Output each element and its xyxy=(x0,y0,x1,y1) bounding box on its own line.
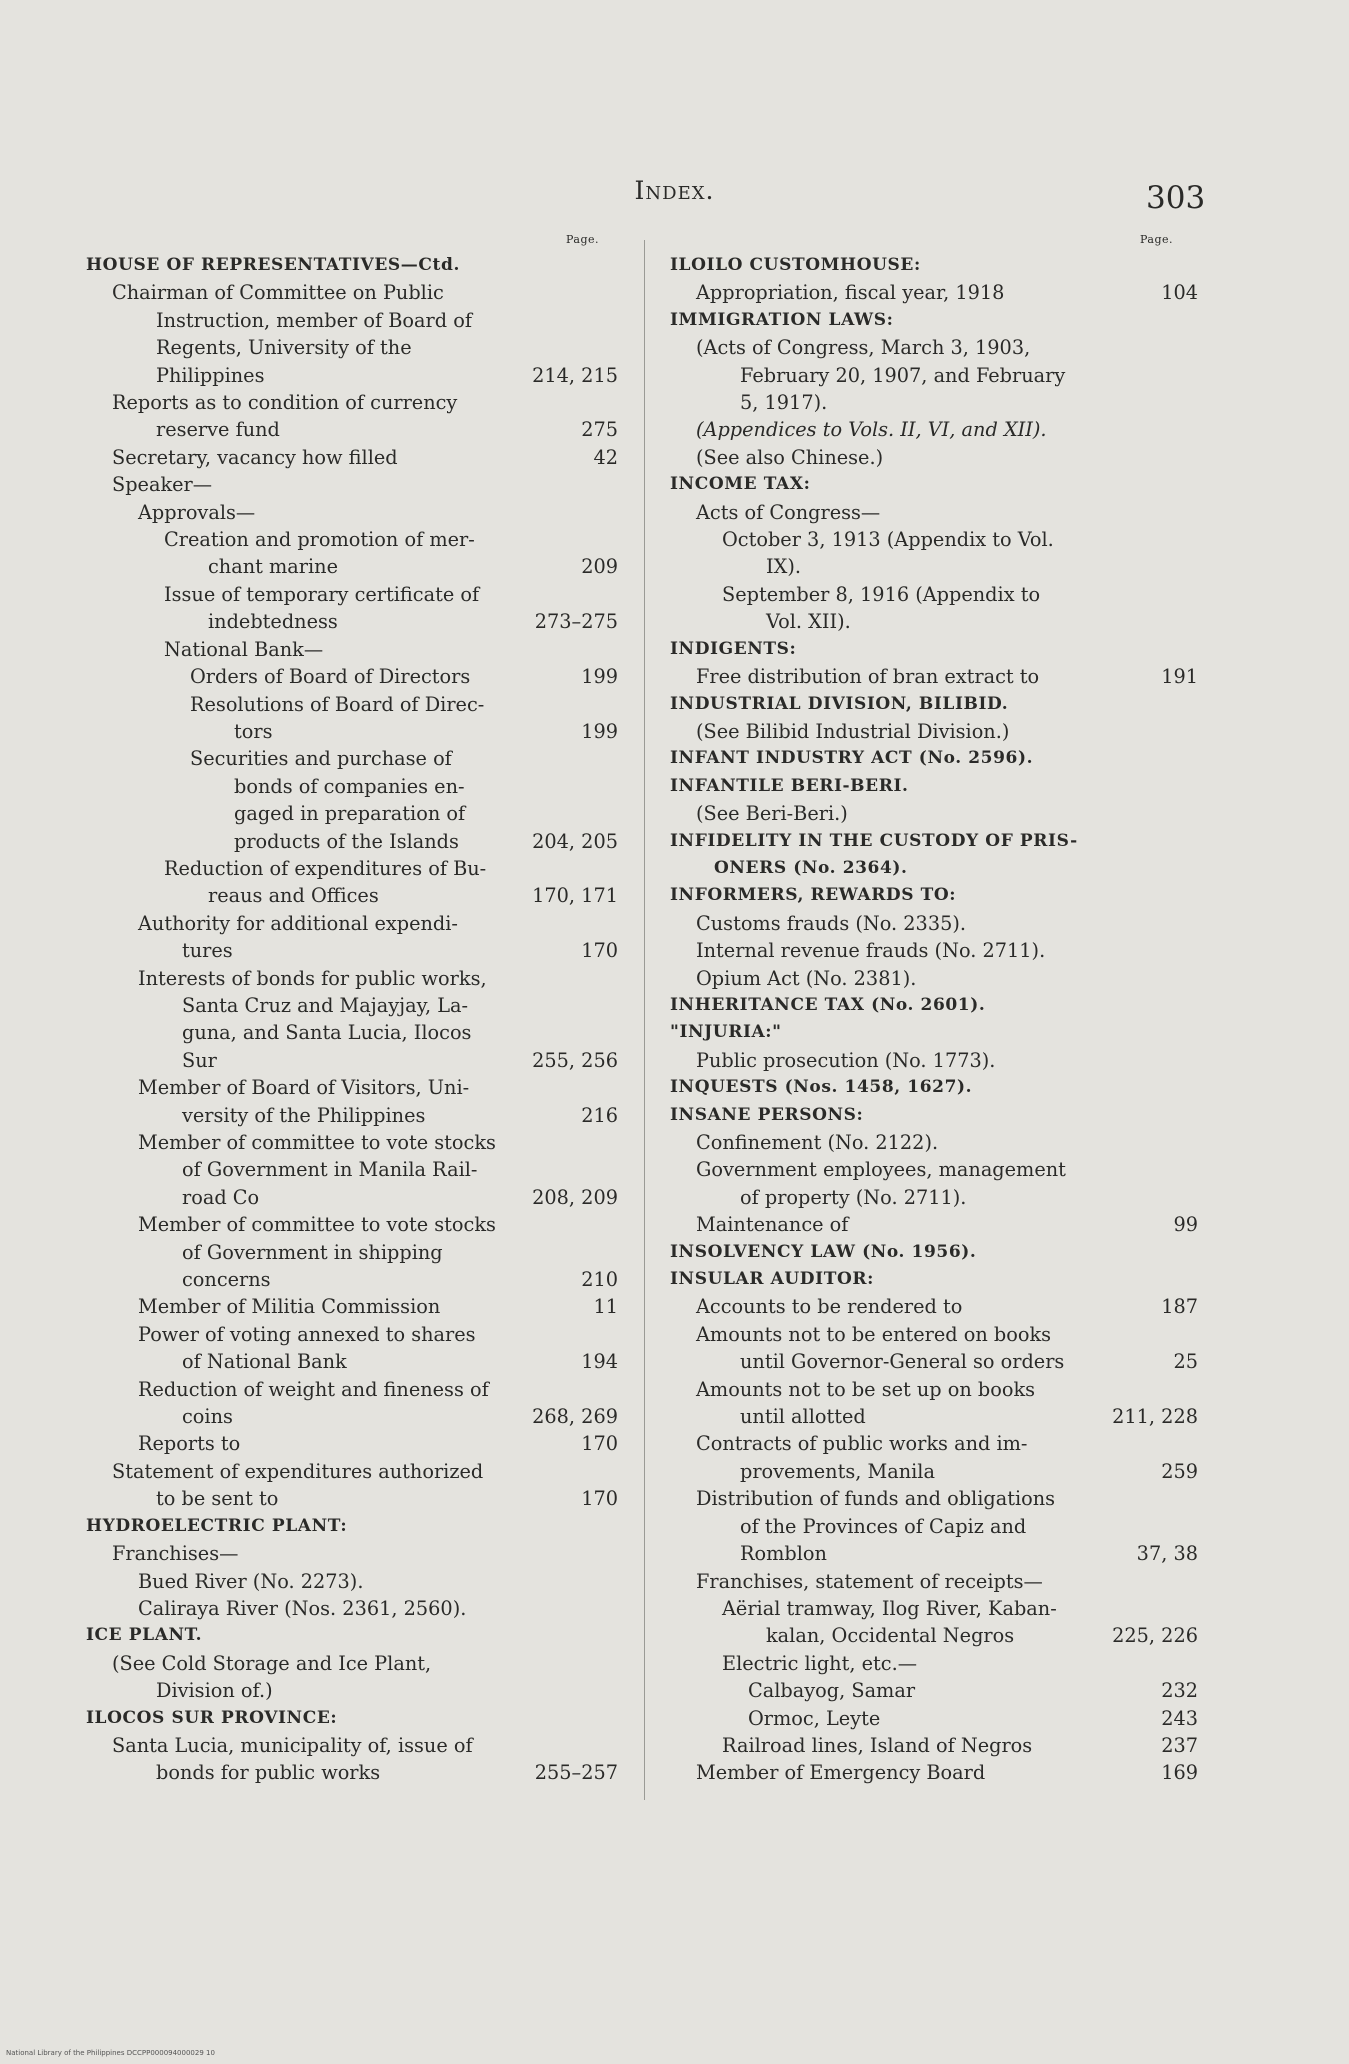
index-entry xyxy=(670,416,1198,443)
page-reference: 170 xyxy=(577,1430,618,1457)
index-entry xyxy=(670,1732,1198,1759)
page-reference: 225, 226 xyxy=(1108,1622,1198,1649)
entry-line: reserve fund xyxy=(156,418,280,442)
index-entry xyxy=(86,581,618,636)
index-heading xyxy=(670,1239,1198,1266)
index-heading xyxy=(670,1266,1198,1293)
entry-line: Amounts not to be entered on books xyxy=(696,1322,1052,1346)
entry-line: Electric light, etc.— xyxy=(722,1651,917,1675)
entry-line: until allotted xyxy=(740,1405,866,1429)
entry-line: INSULAR AUDITOR: xyxy=(670,1269,874,1290)
entry-line: versity of the Philippines xyxy=(182,1103,426,1127)
page-reference: 211, 228 xyxy=(1108,1403,1198,1430)
index-entry xyxy=(86,1595,618,1622)
footer-credit: National Library of the Philippines DCCPP000094000029 10 xyxy=(6,2049,215,2057)
index-entry xyxy=(86,389,618,444)
entry-line: Distribution of funds and obligations xyxy=(696,1487,1056,1511)
entry-line: tures xyxy=(182,939,233,963)
entry-line: September 8, 1916 (Appendix to xyxy=(722,582,1041,606)
page-reference: 170, 171 xyxy=(528,882,618,909)
index-entry xyxy=(670,334,1198,416)
entry-line: to be sent to xyxy=(156,1487,279,1511)
entry-line: (Acts of Congress, March 3, 1903, xyxy=(696,336,1031,360)
index-heading xyxy=(86,252,618,279)
entry-line: Santa Cruz and Majayjay, La- xyxy=(182,993,469,1017)
index-heading xyxy=(670,1074,1198,1101)
entry-line: INFIDELITY IN THE CUSTODY OF PRIS- xyxy=(670,830,1078,851)
entry-line: Reduction of expenditures of Bu- xyxy=(164,856,487,880)
index-entry xyxy=(86,636,618,663)
page-reference: 208, 209 xyxy=(528,1184,618,1211)
page-reference: 170 xyxy=(577,1485,618,1512)
index-entry xyxy=(86,855,618,910)
page-column-label: Page. xyxy=(1140,233,1174,246)
index-entry xyxy=(86,1650,618,1705)
index-heading xyxy=(670,828,1198,883)
entry-line: (See Cold Storage and Ice Plant, xyxy=(112,1651,432,1675)
index-heading xyxy=(86,1705,618,1732)
page-reference: 275 xyxy=(577,416,618,443)
entry-line: Division of.) xyxy=(156,1679,273,1703)
index-entry xyxy=(670,1047,1198,1074)
index-entry xyxy=(86,1430,618,1457)
entry-line: (See Beri-Beri.) xyxy=(696,802,848,826)
entry-line: bonds of companies en- xyxy=(234,774,465,798)
page-reference: 255–257 xyxy=(531,1759,618,1786)
index-entry xyxy=(86,1129,618,1211)
entry-line: (Appendices to Vols. II, VI, and XII). xyxy=(696,418,1047,442)
entry-line: Acts of Congress— xyxy=(696,500,881,524)
entry-line: Government employees, management xyxy=(696,1158,1066,1182)
entry-line: "INJURIA:" xyxy=(670,1022,782,1043)
index-entry xyxy=(670,1129,1198,1156)
index-entry xyxy=(86,745,618,855)
index-entry xyxy=(670,1430,1198,1485)
index-heading xyxy=(86,1513,618,1540)
entry-line: Member of Emergency Board xyxy=(696,1761,986,1785)
index-entry xyxy=(670,526,1198,581)
entry-line: Member of Board of Visitors, Uni- xyxy=(138,1076,470,1100)
entry-line: Calbayog, Samar xyxy=(748,1679,916,1703)
index-heading xyxy=(670,1102,1198,1129)
index-entry xyxy=(86,279,618,389)
entry-line: Franchises, statement of receipts— xyxy=(696,1569,1043,1593)
index-entry xyxy=(670,279,1198,306)
entry-line: Chairman of Committee on Public xyxy=(112,281,444,305)
entry-line: guna, and Santa Lucia, Ilocos xyxy=(182,1021,472,1045)
entry-line: Regents, University of the xyxy=(156,336,412,360)
entry-line: of Government in Manila Rail- xyxy=(182,1158,478,1182)
entry-line: provements, Manila xyxy=(740,1459,935,1483)
entry-line: ONERS (No. 2364). xyxy=(714,857,908,878)
entry-line: Power of voting annexed to shares xyxy=(138,1322,476,1346)
entry-line: ICE PLANT. xyxy=(86,1625,203,1646)
entry-line: Aërial tramway, Ilog River, Kaban- xyxy=(722,1596,1057,1620)
entry-line: IX). xyxy=(766,555,801,579)
index-heading xyxy=(670,636,1198,663)
entry-line: ILOCOS SUR PROVINCE: xyxy=(86,1707,338,1728)
index-entry xyxy=(670,937,1198,964)
page-reference: 216 xyxy=(577,1102,618,1129)
right-column xyxy=(670,233,1198,1787)
entry-line: Member of committee to vote stocks xyxy=(138,1213,496,1237)
entry-line: of the Provinces of Capiz and xyxy=(740,1514,1027,1538)
page-reference: 25 xyxy=(1169,1348,1198,1375)
index-heading xyxy=(670,471,1198,498)
index-entry xyxy=(86,1074,618,1129)
entry-line: Romblon xyxy=(740,1542,827,1566)
entry-line: February 20, 1907, and February xyxy=(740,363,1066,387)
entry-line: Public prosecution (No. 1773). xyxy=(696,1048,996,1072)
index-heading xyxy=(670,307,1198,334)
index-entry xyxy=(86,910,618,965)
page-reference: 210 xyxy=(577,1266,618,1293)
page-reference: 187 xyxy=(1157,1293,1198,1320)
page-reference: 273–275 xyxy=(531,608,618,635)
page-column-label: Page. xyxy=(566,233,600,246)
page-reference: 199 xyxy=(577,718,618,745)
entry-line: Securities and purchase of xyxy=(190,747,452,771)
entry-line: Member of Militia Commission xyxy=(138,1295,441,1319)
entry-line: of Government in shipping xyxy=(182,1240,443,1264)
page-reference: 209 xyxy=(577,553,618,580)
entry-line: Secretary, vacancy how filled xyxy=(112,445,398,469)
entry-line: concerns xyxy=(182,1268,271,1292)
entry-line: National Bank— xyxy=(164,637,324,661)
index-entry xyxy=(670,1211,1198,1238)
page-reference: 255, 256 xyxy=(528,1047,618,1074)
entry-line: Vol. XII). xyxy=(766,610,851,634)
index-heading xyxy=(670,773,1198,800)
entry-line: Philippines xyxy=(156,363,265,387)
entry-line: Internal revenue frauds (No. 2711). xyxy=(696,939,1046,963)
index-entry xyxy=(86,1540,618,1567)
entry-line: until Governor-General so orders xyxy=(740,1350,1065,1374)
entry-line: INSANE PERSONS: xyxy=(670,1104,864,1125)
index-entry xyxy=(670,444,1198,471)
index-entry xyxy=(670,1156,1198,1211)
index-entry xyxy=(86,1732,618,1787)
index-entry xyxy=(86,965,618,1075)
page-reference: 194 xyxy=(577,1348,618,1375)
index-entry xyxy=(670,581,1198,636)
entry-line: Speaker— xyxy=(112,473,213,497)
entry-line: tors xyxy=(234,719,273,743)
entry-line: INHERITANCE TAX (No. 2601). xyxy=(670,994,986,1015)
entry-line: INDIGENTS: xyxy=(670,638,797,659)
entry-line: Free distribution of bran extract to xyxy=(696,665,1040,689)
index-entry xyxy=(86,499,618,526)
entry-line: Bued River (No. 2273). xyxy=(138,1569,364,1593)
page-reference: 170 xyxy=(577,937,618,964)
left-column xyxy=(86,233,618,1787)
index-entry xyxy=(670,1376,1198,1431)
entry-line: INFANT INDUSTRY ACT (No. 2596). xyxy=(670,748,1034,769)
index-entry xyxy=(670,718,1198,745)
index-entry xyxy=(670,1677,1198,1704)
index-entry xyxy=(670,1650,1198,1677)
index-entry xyxy=(86,471,618,498)
entry-line: 5, 1917). xyxy=(740,391,828,415)
entry-line: Customs frauds (No. 2335). xyxy=(696,911,967,935)
index-entry xyxy=(86,1211,618,1293)
page-reference: 243 xyxy=(1157,1705,1198,1732)
entry-line: road Co xyxy=(182,1185,260,1209)
index-heading xyxy=(670,252,1198,279)
entry-line: Member of committee to vote stocks xyxy=(138,1131,496,1154)
entry-line: Creation and promotion of mer- xyxy=(164,528,475,552)
index-heading xyxy=(670,1019,1198,1046)
column-divider xyxy=(644,240,645,1800)
entry-line: Reports to xyxy=(138,1432,241,1456)
page-reference: 204, 205 xyxy=(528,828,618,855)
index-entry xyxy=(670,663,1198,690)
index-entry xyxy=(670,1595,1198,1650)
index-heading xyxy=(86,1622,618,1649)
entry-line: INQUESTS (Nos. 1458, 1627). xyxy=(670,1077,973,1098)
index-entry xyxy=(670,1321,1198,1376)
index-entry xyxy=(670,800,1198,827)
entry-line: Contracts of public works and im- xyxy=(696,1432,1028,1456)
page-number: 303 xyxy=(1146,180,1206,216)
index-entry xyxy=(670,1705,1198,1732)
index-heading xyxy=(670,691,1198,718)
page-reference: 232 xyxy=(1157,1677,1198,1704)
entry-line: gaged in preparation of xyxy=(234,802,466,826)
page-reference: 214, 215 xyxy=(528,362,618,389)
entry-line: Railroad lines, Island of Negros xyxy=(722,1733,1033,1757)
entry-line: (See also Chinese.) xyxy=(696,445,884,469)
index-entry xyxy=(86,1321,618,1376)
page-reference: 104 xyxy=(1157,279,1198,306)
entry-line: Orders of Board of Directors xyxy=(190,665,471,689)
index-entry xyxy=(670,910,1198,937)
index-entry xyxy=(670,1293,1198,1320)
entry-line: Amounts not to be set up on books xyxy=(696,1377,1036,1401)
entry-line: Sur xyxy=(182,1048,217,1072)
entry-line: INDUSTRIAL DIVISION, BILIBID. xyxy=(670,693,1009,714)
entry-line: INCOME TAX: xyxy=(670,474,811,495)
entry-line: INSOLVENCY LAW (No. 1956). xyxy=(670,1241,977,1262)
page-reference: 42 xyxy=(589,444,618,471)
entry-line: chant marine xyxy=(208,555,338,579)
page-title: Index. xyxy=(634,176,715,205)
entry-line: Appropriation, fiscal year, 1918 xyxy=(696,281,1005,305)
entry-line: of property (No. 2711). xyxy=(740,1185,967,1209)
index-entry xyxy=(670,499,1198,526)
page-reference: 99 xyxy=(1169,1211,1198,1238)
entry-line: Resolutions of Board of Direc- xyxy=(190,692,485,716)
entry-line: Franchises— xyxy=(112,1542,239,1566)
index-entry xyxy=(86,1568,618,1595)
index-heading xyxy=(670,992,1198,1019)
index-entry xyxy=(670,965,1198,992)
entry-line: INFANTILE BERI-BERI. xyxy=(670,775,909,796)
entry-line: bonds for public works xyxy=(156,1761,381,1785)
entry-line: (See Bilibid Industrial Division.) xyxy=(696,719,1010,743)
entry-line: INFORMERS, REWARDS TO: xyxy=(670,885,957,906)
entry-line: coins xyxy=(182,1405,233,1429)
entry-line: Issue of temporary certificate of xyxy=(164,582,480,606)
entry-line: reaus and Offices xyxy=(208,884,379,908)
index-entry xyxy=(86,1376,618,1431)
entry-line: Interests of bonds for public works, xyxy=(138,966,487,990)
entry-line: products of the Islands xyxy=(234,829,459,853)
page-reference: 259 xyxy=(1157,1458,1198,1485)
index-entry xyxy=(86,1293,618,1320)
entry-line: Caliraya River (Nos. 2361, 2560). xyxy=(138,1596,467,1620)
entry-line: Accounts to be rendered to xyxy=(696,1295,963,1319)
entry-line: Statement of expenditures authorized xyxy=(112,1459,484,1483)
index-entry xyxy=(86,1458,618,1513)
entry-line: HOUSE OF REPRESENTATIVES—Ctd. xyxy=(86,255,460,275)
page-reference: 169 xyxy=(1157,1759,1198,1786)
entry-line: Confinement (No. 2122). xyxy=(696,1131,939,1154)
entry-line: Maintenance of xyxy=(696,1213,849,1237)
entry-line: Opium Act (No. 2381). xyxy=(696,966,917,990)
entry-line: IMMIGRATION LAWS: xyxy=(670,309,894,330)
entry-line: Santa Lucia, municipality of, issue of xyxy=(112,1733,473,1757)
entry-line: of National Bank xyxy=(182,1350,347,1374)
entry-line: Reports as to condition of currency xyxy=(112,391,458,415)
page-reference: 268, 269 xyxy=(528,1403,618,1430)
index-entry xyxy=(670,1759,1198,1786)
index-entry xyxy=(86,526,618,581)
index-entry xyxy=(86,663,618,690)
entry-line: Approvals— xyxy=(138,500,256,524)
entry-line: indebtedness xyxy=(208,610,338,634)
index-heading xyxy=(670,745,1198,772)
entry-line: Instruction, member of Board of xyxy=(156,308,472,332)
index-entry xyxy=(86,691,618,746)
page-reference: 191 xyxy=(1157,663,1198,690)
index-entry xyxy=(670,1485,1198,1567)
entry-line: Reduction of weight and fineness of xyxy=(138,1377,489,1401)
entry-line: October 3, 1913 (Appendix to Vol. xyxy=(722,528,1054,552)
entry-line: HYDROELECTRIC PLANT: xyxy=(86,1515,348,1536)
entry-line: Authority for additional expendi- xyxy=(138,911,458,935)
entry-line: ILOILO CUSTOMHOUSE: xyxy=(670,255,921,275)
index-heading xyxy=(670,882,1198,909)
entry-line: Ormoc, Leyte xyxy=(748,1706,881,1730)
page-reference: 11 xyxy=(589,1293,618,1320)
page-reference: 237 xyxy=(1157,1732,1198,1759)
index-entry xyxy=(86,444,618,471)
page-reference: 37, 38 xyxy=(1133,1540,1198,1567)
index-entry xyxy=(670,1568,1198,1595)
entry-line: kalan, Occidental Negros xyxy=(766,1624,1015,1648)
page-reference: 199 xyxy=(577,663,618,690)
